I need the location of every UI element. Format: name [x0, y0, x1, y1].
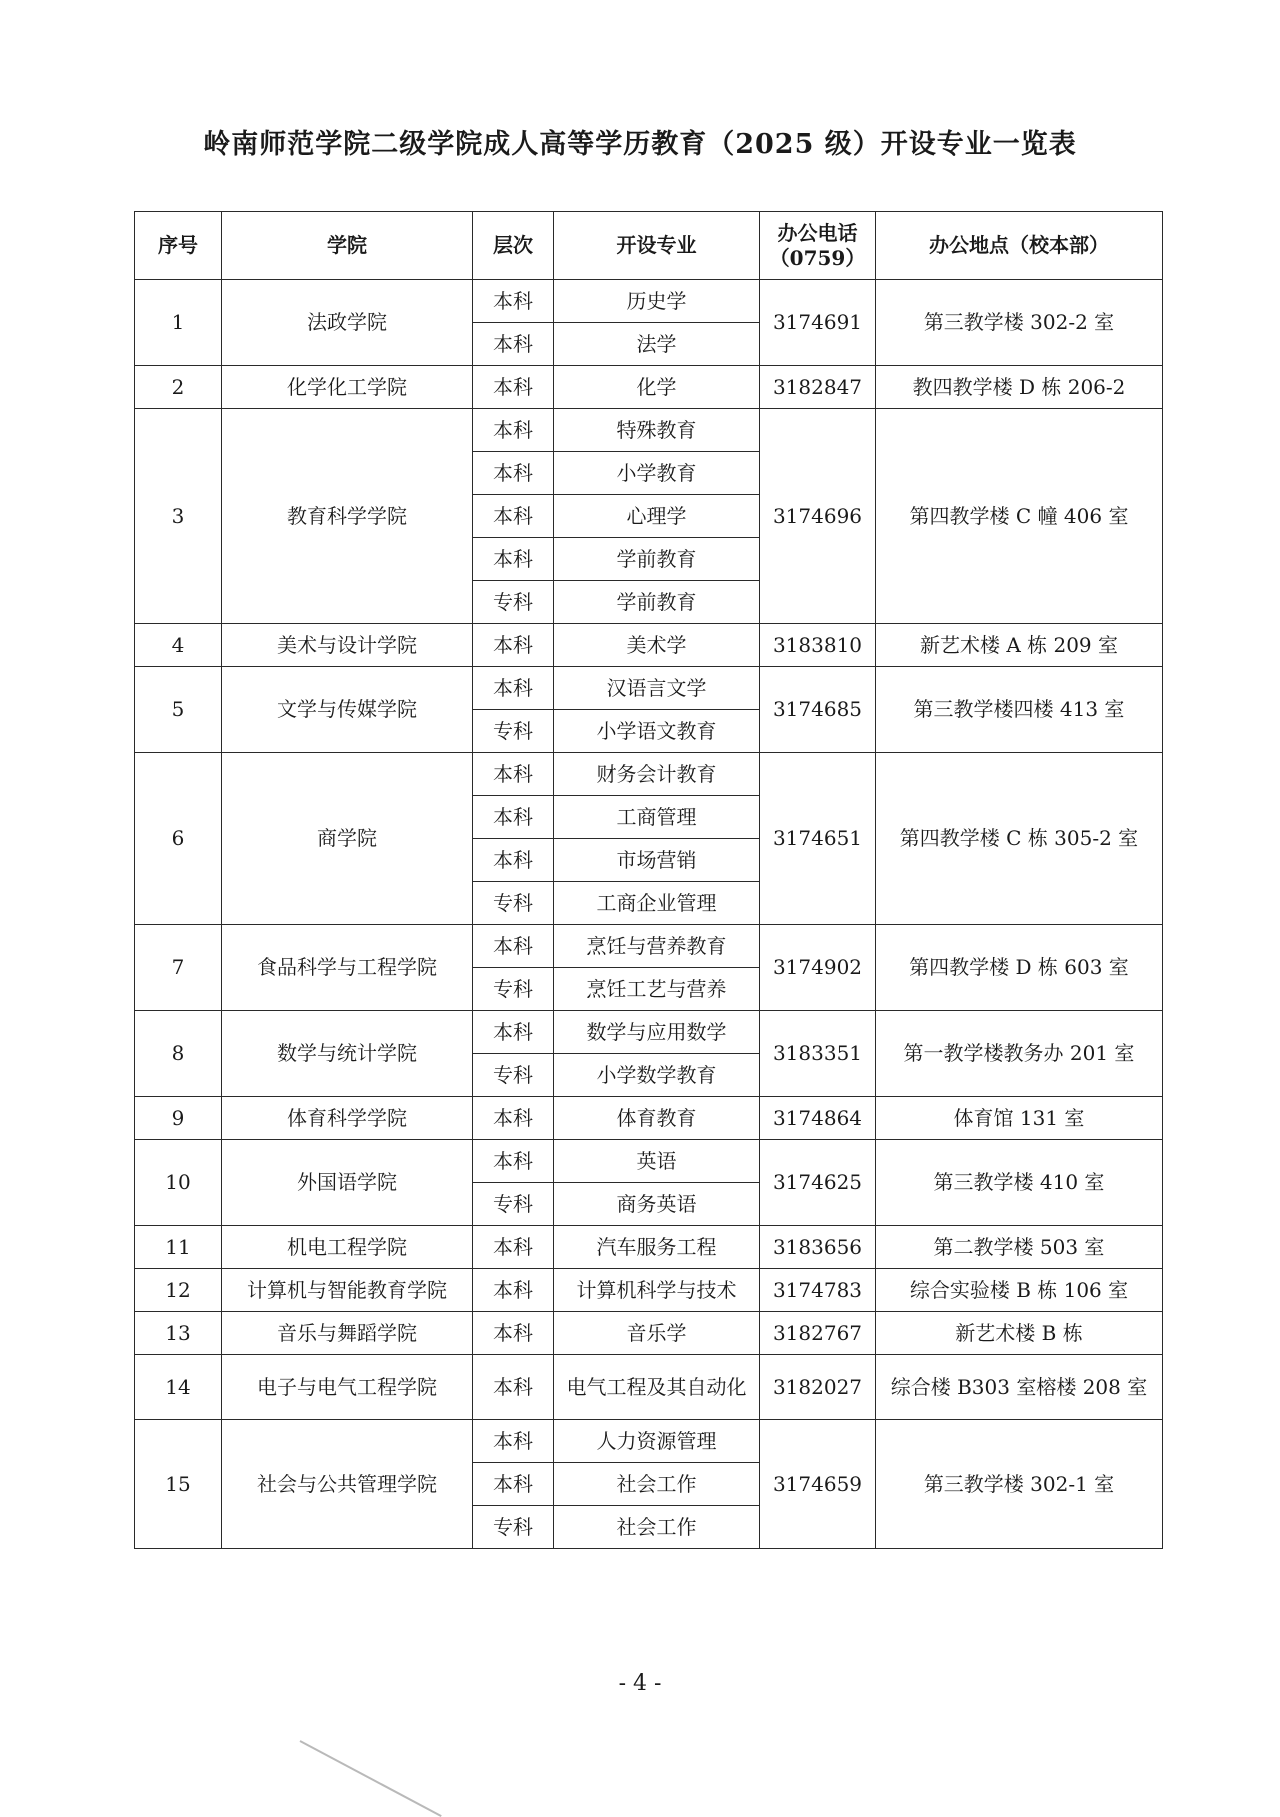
- cell-no: 4: [135, 624, 222, 667]
- cell-major: 财务会计教育: [554, 753, 760, 796]
- cell-level: 专科: [473, 1054, 554, 1097]
- cell-major: 小学教育: [554, 452, 760, 495]
- cell-phone: 3174625: [760, 1140, 876, 1226]
- cell-level: 本科: [473, 1312, 554, 1355]
- cell-level: 本科: [473, 1226, 554, 1269]
- cell-major: 心理学: [554, 495, 760, 538]
- cell-major: 数学与应用数学: [554, 1011, 760, 1054]
- cell-level: 本科: [473, 667, 554, 710]
- table-row: [135, 1355, 1163, 1420]
- cell-no: 1: [135, 280, 222, 366]
- cell-major: 体育教育: [554, 1097, 760, 1140]
- table-row: [135, 753, 1163, 796]
- cell-major: 烹饪工艺与营养: [554, 968, 760, 1011]
- cell-level: 本科: [473, 839, 554, 882]
- cell-location: 新艺术楼 B 栋: [876, 1312, 1163, 1355]
- cell-location: 第一教学楼教务办 201 室: [876, 1011, 1163, 1097]
- cell-no: 2: [135, 366, 222, 409]
- table-row: [135, 1140, 1163, 1183]
- header-phone: 办公电话（0759）: [760, 212, 876, 280]
- cell-location: 综合实验楼 B 栋 106 室: [876, 1269, 1163, 1312]
- cell-no: 14: [135, 1355, 222, 1420]
- header-major: 开设专业: [554, 212, 760, 280]
- cell-college: 社会与公共管理学院: [222, 1420, 473, 1549]
- cell-college: 化学化工学院: [222, 366, 473, 409]
- cell-location: 第四教学楼 C 幢 406 室: [876, 409, 1163, 624]
- cell-location: 第四教学楼 C 栋 305-2 室: [876, 753, 1163, 925]
- cell-level: 本科: [473, 796, 554, 839]
- table-row: [135, 1011, 1163, 1054]
- cell-level: 本科: [473, 925, 554, 968]
- header-no: 序号: [135, 212, 222, 280]
- cell-phone: 3183351: [760, 1011, 876, 1097]
- cell-level: 本科: [473, 1097, 554, 1140]
- cell-no: 10: [135, 1140, 222, 1226]
- cell-level: 专科: [473, 1183, 554, 1226]
- cell-phone: 3174651: [760, 753, 876, 925]
- cell-level: 专科: [473, 882, 554, 925]
- cell-phone: 3174691: [760, 280, 876, 366]
- cell-major: 电气工程及其自动化: [554, 1355, 760, 1420]
- cell-no: 9: [135, 1097, 222, 1140]
- cell-college: 体育科学学院: [222, 1097, 473, 1140]
- cell-level: 专科: [473, 581, 554, 624]
- document-title: 岭南师范学院二级学院成人高等学历教育（2025 级）开设专业一览表: [203, 129, 1077, 160]
- cell-level: 本科: [473, 366, 554, 409]
- cell-college: 美术与设计学院: [222, 624, 473, 667]
- cell-major: 美术学: [554, 624, 760, 667]
- cell-major: 英语: [554, 1140, 760, 1183]
- cell-major: 商务英语: [554, 1183, 760, 1226]
- table-row: [135, 624, 1163, 667]
- cell-level: 本科: [473, 1140, 554, 1183]
- cell-phone: 3174902: [760, 925, 876, 1011]
- cell-location: 第三教学楼 302-2 室: [876, 280, 1163, 366]
- cell-major: 化学: [554, 366, 760, 409]
- cell-college: 机电工程学院: [222, 1226, 473, 1269]
- cell-level: 专科: [473, 710, 554, 753]
- cell-major: 学前教育: [554, 538, 760, 581]
- table-row: [135, 1097, 1163, 1140]
- cell-level: 本科: [473, 1463, 554, 1506]
- cell-major: 工商企业管理: [554, 882, 760, 925]
- cell-college: 食品科学与工程学院: [222, 925, 473, 1011]
- cell-level: 本科: [473, 452, 554, 495]
- cell-level: 本科: [473, 753, 554, 796]
- cell-phone: 3174696: [760, 409, 876, 624]
- cell-no: 15: [135, 1420, 222, 1549]
- cell-college: 电子与电气工程学院: [222, 1355, 473, 1420]
- table-header-row: [135, 212, 1163, 280]
- cell-location: 体育馆 131 室: [876, 1097, 1163, 1140]
- scan-mark: [300, 1740, 442, 1817]
- cell-location: 综合楼 B303 室榕楼 208 室: [876, 1355, 1163, 1420]
- cell-college: 音乐与舞蹈学院: [222, 1312, 473, 1355]
- cell-no: 12: [135, 1269, 222, 1312]
- cell-level: 专科: [473, 1506, 554, 1549]
- cell-location: 新艺术楼 A 栋 209 室: [876, 624, 1163, 667]
- cell-major: 工商管理: [554, 796, 760, 839]
- cell-level: 专科: [473, 968, 554, 1011]
- cell-major: 汉语言文学: [554, 667, 760, 710]
- cell-no: 7: [135, 925, 222, 1011]
- cell-location: 第三教学楼四楼 413 室: [876, 667, 1163, 753]
- cell-level: 本科: [473, 1420, 554, 1463]
- cell-phone: 3174685: [760, 667, 876, 753]
- header-college: 学院: [222, 212, 473, 280]
- cell-location: 第三教学楼 410 室: [876, 1140, 1163, 1226]
- cell-level: 本科: [473, 495, 554, 538]
- cell-major: 特殊教育: [554, 409, 760, 452]
- cell-college: 外国语学院: [222, 1140, 473, 1226]
- cell-phone: 3182847: [760, 366, 876, 409]
- table-row: [135, 1269, 1163, 1312]
- cell-phone: 3183656: [760, 1226, 876, 1269]
- cell-level: 本科: [473, 323, 554, 366]
- cell-major: 音乐学: [554, 1312, 760, 1355]
- cell-phone: 3183810: [760, 624, 876, 667]
- cell-major: 计算机科学与技术: [554, 1269, 760, 1312]
- cell-level: 本科: [473, 280, 554, 323]
- cell-major: 市场营销: [554, 839, 760, 882]
- cell-major: 汽车服务工程: [554, 1226, 760, 1269]
- cell-phone: 3182027: [760, 1355, 876, 1420]
- cell-level: 本科: [473, 624, 554, 667]
- header-level: 层次: [473, 212, 554, 280]
- cell-phone: 3174783: [760, 1269, 876, 1312]
- cell-college: 法政学院: [222, 280, 473, 366]
- cell-phone: 3182767: [760, 1312, 876, 1355]
- page-number: - 4 -: [618, 1671, 662, 1696]
- cell-major: 人力资源管理: [554, 1420, 760, 1463]
- cell-college: 数学与统计学院: [222, 1011, 473, 1097]
- cell-college: 文学与传媒学院: [222, 667, 473, 753]
- cell-major: 历史学: [554, 280, 760, 323]
- table-row: [135, 667, 1163, 710]
- cell-level: 本科: [473, 1355, 554, 1420]
- cell-no: 8: [135, 1011, 222, 1097]
- table-row: [135, 1420, 1163, 1463]
- cell-level: 本科: [473, 1269, 554, 1312]
- cell-no: 5: [135, 667, 222, 753]
- cell-major: 学前教育: [554, 581, 760, 624]
- cell-phone: 3174659: [760, 1420, 876, 1549]
- cell-level: 本科: [473, 538, 554, 581]
- table-row: [135, 1226, 1163, 1269]
- cell-location: 第三教学楼 302-1 室: [876, 1420, 1163, 1549]
- cell-level: 本科: [473, 1011, 554, 1054]
- table-row: [135, 1312, 1163, 1355]
- cell-major: 社会工作: [554, 1463, 760, 1506]
- cell-college: 商学院: [222, 753, 473, 925]
- cell-college: 教育科学学院: [222, 409, 473, 624]
- table-body: [135, 280, 1163, 1549]
- majors-table: [134, 211, 1163, 1549]
- cell-location: 第四教学楼 D 栋 603 室: [876, 925, 1163, 1011]
- cell-major: 烹饪与营养教育: [554, 925, 760, 968]
- cell-major: 社会工作: [554, 1506, 760, 1549]
- cell-level: 本科: [473, 409, 554, 452]
- header-location: 办公地点（校本部）: [876, 212, 1163, 280]
- cell-phone: 3174864: [760, 1097, 876, 1140]
- table-row: [135, 366, 1163, 409]
- table-row: [135, 409, 1163, 452]
- cell-location: 第二教学楼 503 室: [876, 1226, 1163, 1269]
- cell-major: 小学语文教育: [554, 710, 760, 753]
- cell-major: 法学: [554, 323, 760, 366]
- cell-location: 教四教学楼 D 栋 206-2: [876, 366, 1163, 409]
- cell-no: 6: [135, 753, 222, 925]
- cell-no: 11: [135, 1226, 222, 1269]
- table-row: [135, 280, 1163, 323]
- cell-no: 13: [135, 1312, 222, 1355]
- cell-no: 3: [135, 409, 222, 624]
- cell-major: 小学数学教育: [554, 1054, 760, 1097]
- table-row: [135, 925, 1163, 968]
- cell-college: 计算机与智能教育学院: [222, 1269, 473, 1312]
